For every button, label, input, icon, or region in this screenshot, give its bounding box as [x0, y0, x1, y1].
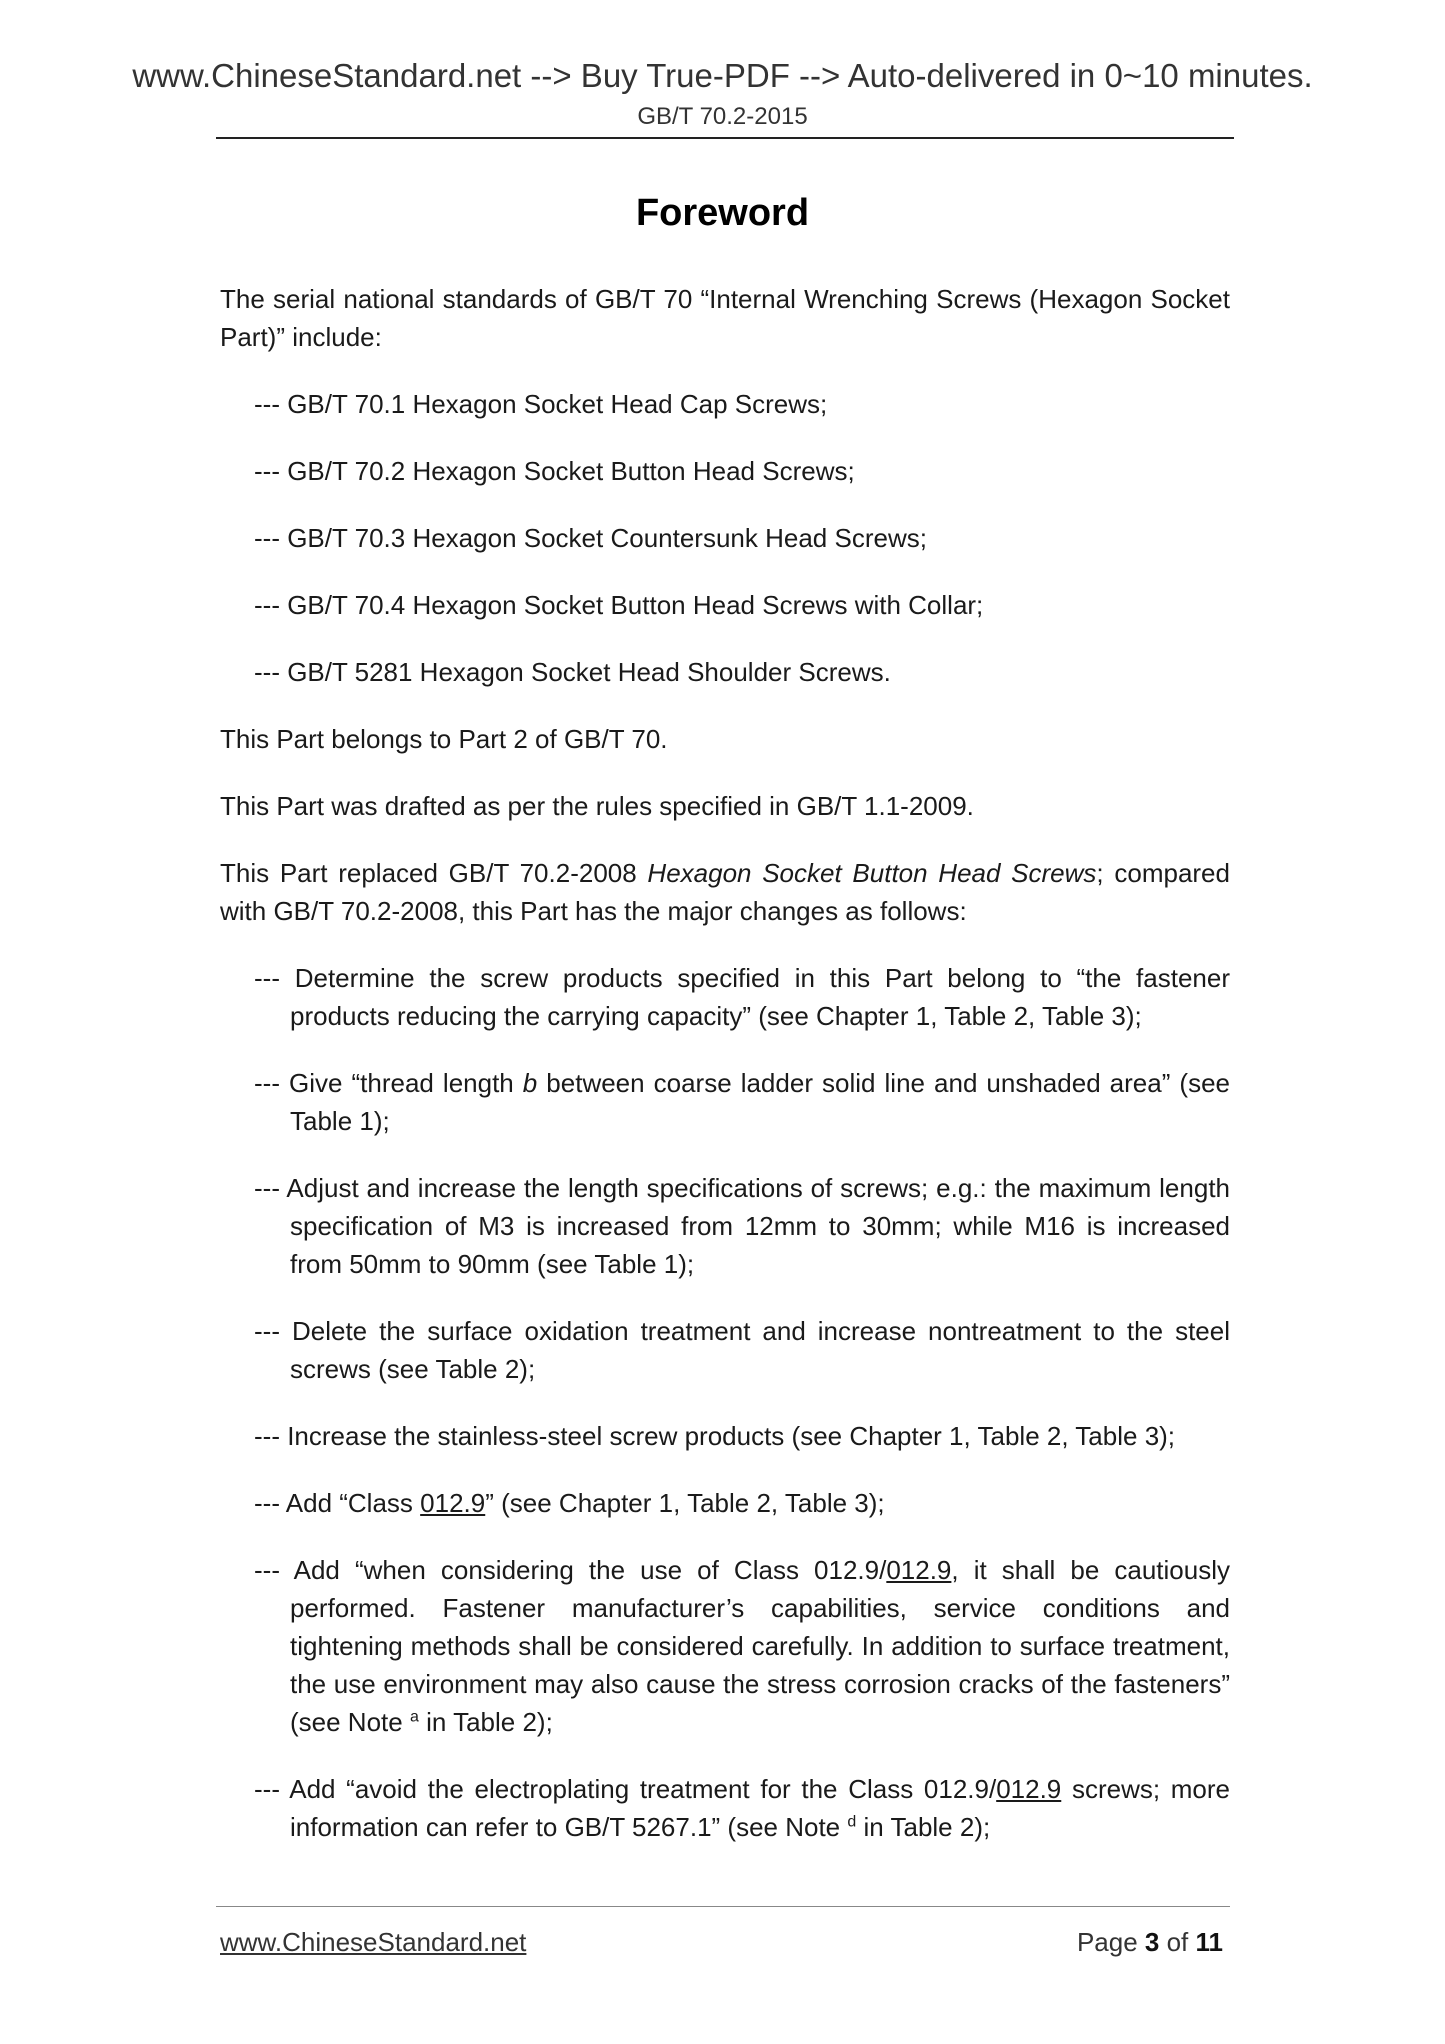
change-item-8 — [220, 1770, 1230, 1846]
change-item-2 — [220, 1064, 1230, 1140]
page-prefix: Page — [1076, 1927, 1145, 1957]
replaced-text-before: This Part replaced GB/T 70.2-2008 — [220, 858, 648, 888]
footer-site-link[interactable]: www.ChineseStandard.net — [220, 1927, 527, 1957]
change-2-symbol: b — [522, 1068, 538, 1098]
change-6-class: 012.9 — [420, 1488, 486, 1518]
header-divider — [216, 137, 1234, 139]
page-number — [1077, 1926, 1223, 1958]
change-8-note-mark: d — [847, 1813, 857, 1831]
change-8-after: in Table 2); — [856, 1812, 991, 1842]
series-item-5: --- GB/T 5281 Hexagon Socket Head Shoulder Screws. — [254, 657, 891, 687]
change-item-3: --- Adjust and increase the length specifications of screws; e.g.: the maximum length specification of M3 is increased from 12mm to 30mm; while M16 is increased from 50mm to 90mm (see Table 1); — [254, 1173, 1230, 1279]
change-8-middle: screws; more information can refer to GB/T 5267.1” (see Note — [290, 1774, 1230, 1842]
change-item-7 — [220, 1551, 1230, 1741]
change-7-before: --- Add “when considering the use of Class 012.9/ — [254, 1555, 887, 1585]
replaced-standard-title: Hexagon Socket Button Head Screws — [647, 858, 1097, 888]
drafted-paragraph: This Part was drafted as per the rules specified in GB/T 1.1-2009. — [220, 791, 974, 821]
header-banner: www.ChineseStandard.net --> Buy True-PDF --> Auto-delivered in 0~10 minutes. — [132, 57, 1313, 94]
series-item-4: --- GB/T 70.4 Hexagon Socket Button Head Screws with Collar; — [254, 590, 984, 620]
change-item-6 — [220, 1484, 1230, 1522]
series-item-3: --- GB/T 70.3 Hexagon Socket Countersunk Head Screws; — [254, 523, 927, 553]
page-title: Foreword — [635, 192, 810, 234]
change-6-after: ” (see Chapter 1, Table 2, Table 3); — [485, 1488, 885, 1518]
change-6-before: --- Add “Class — [254, 1488, 421, 1518]
series-item-2: --- GB/T 70.2 Hexagon Socket Button Head Screws; — [254, 456, 855, 486]
page-total: 11 — [1195, 1927, 1223, 1957]
page-of: of — [1159, 1927, 1196, 1957]
document-body — [220, 280, 1230, 1875]
series-item-1: --- GB/T 70.1 Hexagon Socket Head Cap Screws; — [254, 389, 828, 419]
footer-divider — [216, 1906, 1230, 1907]
replaced-text-after: ; compared with GB/T 70.2-2008, this Part has the major changes as follows: — [220, 858, 1230, 926]
change-8-before: --- Add “avoid the electroplating treatment for the Class 012.9/ — [254, 1774, 997, 1804]
change-item-1: --- Determine the screw products specified in this Part belong to “the fastener products reducing the carrying capacity” (see Chapter 1, Table 2, Table 3); — [254, 963, 1230, 1031]
change-7-middle: , it shall be cautiously performed. Fastener manufacturer’s capabilities, service conditions and tightening methods shall be considered carefully. In addition to surface treatment, the use environment may also cause the stress corrosion cracks of the fasteners” (see Note — [290, 1555, 1230, 1737]
change-2-after: between coarse ladder solid line and unshaded area” (see Table 1); — [290, 1068, 1230, 1136]
replaced-paragraph — [220, 854, 1230, 930]
change-8-class: 012.9 — [996, 1774, 1062, 1804]
page-current: 3 — [1144, 1927, 1160, 1957]
standard-id: GB/T 70.2-2015 — [637, 103, 808, 130]
part-paragraph: This Part belongs to Part 2 of GB/T 70. — [220, 724, 668, 754]
change-7-note-mark: a — [409, 1708, 419, 1726]
intro-paragraph: The serial national standards of GB/T 70 “Internal Wrenching Screws (Hexagon Socket Part)” include: — [220, 284, 1230, 352]
change-item-4: --- Delete the surface oxidation treatment and increase nontreatment to the steel screws (see Table 2); — [254, 1316, 1230, 1384]
change-2-before: --- Give “thread length — [254, 1068, 523, 1098]
change-item-5: --- Increase the stainless-steel screw products (see Chapter 1, Table 2, Table 3); — [254, 1421, 1176, 1451]
change-7-class: 012.9 — [886, 1555, 952, 1585]
change-7-after: in Table 2); — [418, 1707, 553, 1737]
